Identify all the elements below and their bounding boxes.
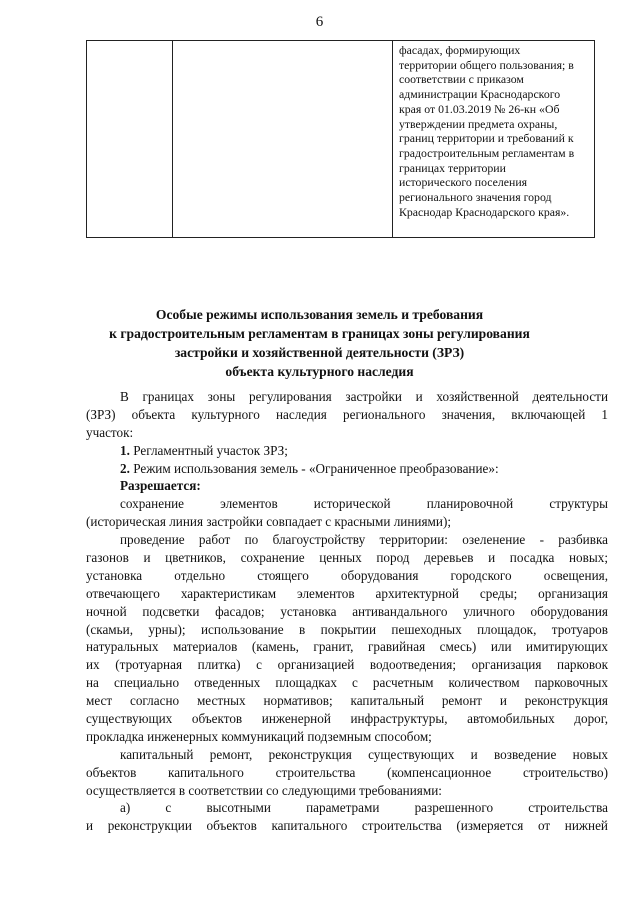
- para2-line: проведение работ по благоустройству территории: озеленение - разбивка: [120, 532, 608, 548]
- para1-line: (историческая линия застройки совпадает с красными линиями);: [86, 514, 452, 530]
- list-text: Режим использования земель - «Ограниченное преобразование»:: [133, 460, 499, 476]
- list-item-2: [86, 460, 608, 478]
- cell-line: границ территории и требований к: [399, 131, 574, 146]
- para2-line: отвечающего характеристикам элементов архитектурной среды; организация: [86, 585, 608, 601]
- cell-line: администрации Краснодарского: [399, 87, 561, 102]
- para4-line: а) с высотными параметрами разрешенного строительства: [120, 800, 608, 816]
- heading-line: к градостроительным регламентам в границах зоны регулирования: [109, 326, 530, 341]
- cell-line: градостроительным регламентам в: [399, 145, 575, 160]
- para1-line: сохранение элементов исторической планировочной структуры: [120, 496, 608, 512]
- cell-line: утверждении предмета охраны,: [399, 116, 558, 131]
- para2-line: газонов и цветников, сохранение ценных пород деревьев и посадка новых;: [86, 550, 608, 566]
- para2-line: на специально отведенных площадках с расчетным количеством парковочных: [86, 675, 608, 691]
- para3-line: объектов капитального строительства (компенсационное строительство): [86, 764, 608, 780]
- table-cell-requirements: [393, 41, 595, 238]
- cell-line: Краснодар Краснодарского края».: [399, 204, 570, 219]
- para2-line: их (тротуарная плитка) с организацией водоотведения; организация парковок: [86, 657, 608, 673]
- table-cell-empty-1: [87, 41, 173, 238]
- cell-line: территории общего пользования; в: [399, 57, 574, 72]
- list-number: 1.: [120, 442, 130, 458]
- cell-line: фасадах, формирующих: [399, 43, 521, 57]
- para2-line: существующих объектов инженерной инфраструктуры, автомобильных дорог,: [86, 711, 608, 727]
- para2-line: мест согласно местных нормативов; капитальный ремонт и реконструкция: [86, 693, 608, 709]
- cell-line: края от 01.03.2019 № 26-кн «Об: [399, 101, 560, 116]
- heading-line: Особые режимы использования земель и требования: [155, 307, 484, 322]
- intro-line: В границах зоны регулирования застройки и хозяйственной деятельности: [120, 389, 608, 404]
- allowed-label: Разрешается:: [120, 478, 201, 494]
- para2-line: прокладка инженерных коммуникаций подземным способом;: [86, 728, 432, 744]
- para4-line: и реконструкции объектов капитального строительства (измеряется от нижней: [86, 818, 608, 834]
- body-text: [86, 388, 608, 835]
- list-text: Регламентный участок ЗРЗ;: [133, 442, 288, 458]
- para2-line: (скамьи, урны); использование в покрытии пешеходных площадок, тротуаров: [86, 621, 608, 637]
- intro-line: (ЗРЗ) объекта культурного наследия регионального значения, включающей 1: [86, 406, 608, 422]
- intro-line: участок:: [86, 424, 134, 440]
- para2-line: ночной подсветки фасадов; установка антивандального уличного оборудования: [86, 603, 608, 619]
- cell-line: исторического поселения: [399, 175, 528, 190]
- heading-line: застройки и хозяйственной деятельности (ЗРЗ): [174, 345, 465, 360]
- list-item-1: [86, 442, 608, 460]
- para3-line: осуществляется в соответствии со следующими требованиями:: [86, 782, 442, 798]
- cell-line: границах территории: [399, 160, 506, 175]
- table-cell-empty-2: [173, 41, 393, 238]
- page-number: 6: [315, 14, 324, 30]
- cell-line: регионального значения город: [399, 190, 552, 205]
- heading-line: объекта культурного наследия: [225, 364, 414, 379]
- section-heading: [0, 305, 639, 381]
- list-number: 2.: [120, 460, 130, 476]
- para2-line: установка отдельно стоящего оборудования городского освещения,: [86, 567, 608, 583]
- cell-line: соответствии с приказом: [399, 72, 524, 87]
- para2-line: натуральных материалов (камень, гранит, гравийная смесь) или имитирующих: [86, 639, 608, 655]
- para3-line: капитальный ремонт, реконструкция существующих и возведение новых: [120, 746, 608, 762]
- table-row: [87, 41, 595, 238]
- table-fragment: [86, 40, 595, 238]
